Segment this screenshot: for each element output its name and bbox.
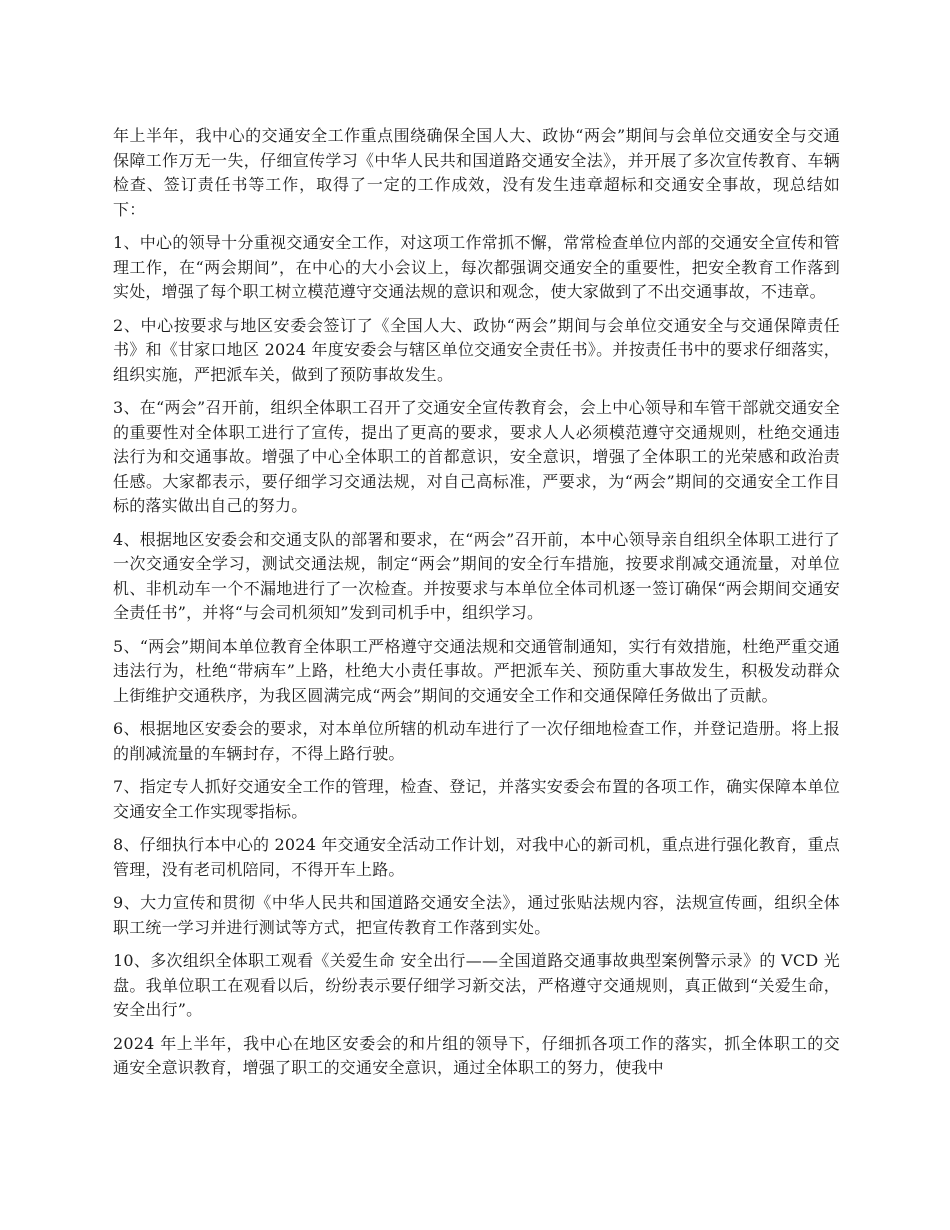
- paragraph-item-10: 10、多次组织全体职工观看《关爱生命 安全出行——全国道路交通事故典型案例警示录》的 VCD 光盘。我单位职工在观看以后，纷纷表示要仔细学习新交法，严格遵守交通规则，真正做到“关爱生命，安全出行”。: [113, 951, 840, 1019]
- paragraph-item-6: 6、根据地区安委会的要求，对本单位所辖的机动车进行了一次仔细地检查工作，并登记造册。将上报的削减流量的车辆封存，不得上路行驶。: [113, 719, 840, 763]
- document-body: [113, 124, 840, 1090]
- paragraph-item-7: 7、指定专人抓好交通安全工作的管理，检查、登记，并落实安委会布置的各项工作，确实保障本单位交通安全工作实现零指标。: [113, 777, 840, 821]
- paragraph-item-4: 4、根据地区安委会和交通支队的部署和要求，在“两会”召开前，本中心领导亲自组织全体职工进行了一次交通安全学习，测试交通法规，制定“两会”期间的安全行车措施，按要求削减交通流量，对单位机、非机动车一个不漏地进行了一次检查。并按要求与本单位全体司机逐一签订确保“两会期间交通安全责任书”，并将“与会司机须知”发到司机手中，组织学习。: [113, 529, 840, 622]
- paragraph-item-8: 8、仔细执行本中心的 2024 年交通安全活动工作计划，对我中心的新司机，重点进行强化教育，重点管理，没有老司机陪同，不得开车上路。: [113, 835, 840, 879]
- paragraph-item-5: 5、“两会”期间本单位教育全体职工严格遵守交通法规和交通管制通知，实行有效措施，杜绝严重交通违法行为，杜绝“带病车”上路，杜绝大小责任事故。严把派车关、预防重大事故发生，积极发动群众上街维护交通秩序，为我区圆满完成“两会”期间的交通安全工作和交通保障任务做出了贡献。: [113, 636, 840, 705]
- paragraph-item-9: 9、大力宣传和贯彻《中华人民共和国道路交通安全法》，通过张贴法规内容，法规宣传画，组织全体职工统一学习并进行测试等方式，把宣传教育工作落到实处。: [113, 893, 840, 937]
- paragraph-item-2: 2、中心按要求与地区安委会签订了《全国人大、政协“两会”期间与会单位交通安全与交通保障责任书》和《甘家口地区 2024 年度安委会与辖区单位交通安全责任书》。并按责任书中的要求仔细落实，组织实施，严把派车关，做到了预防事故发生。: [113, 315, 840, 384]
- paragraph-item-1: 1、中心的领导十分重视交通安全工作，对这项工作常抓不懈，常常检查单位内部的交通安全宣传和管理工作，在“两会期间”，在中心的大小会议上，每次都强调交通安全的重要性，把安全教育工作落到实处，增强了每个职工树立模范遵守交通法规的意识和观念，使大家做到了不出交通事故，不违章。: [113, 233, 840, 301]
- paragraph-intro: 年上半年，我中心的交通安全工作重点围绕确保全国人大、政协“两会”期间与会单位交通安全与交通保障工作万无一失，仔细宣传学习《中华人民共和国道路交通安全法》，并开展了多次宣传教育、车辆检查、签订责任书等工作，取得了一定的工作成效，没有发生违章超标和交通安全事故，现总结如下：: [113, 126, 840, 219]
- paragraph-item-3: 3、在“两会”召开前，组织全体职工召开了交通安全宣传教育会，会上中心领导和车管干部就交通安全的重要性对全体职工进行了宣传，提出了更高的要求，要求人人必须模范遵守交通规则，杜绝交通违法行为和交通事故。增强了中心全体职工的首都意识，安全意识，增强了全体职工的光荣感和政治责任感。大家都表示，要仔细学习交通法规，对自己高标准，严要求，为“两会”期间的交通安全工作目标的落实做出自己的努力。: [113, 398, 840, 515]
- paragraph-summary: 2024 年上半年，我中心在地区安委会的和片组的领导下，仔细抓各项工作的落实，抓全体职工的交通安全意识教育，增强了职工的交通安全意识，通过全体职工的努力，使我中: [113, 1033, 840, 1077]
